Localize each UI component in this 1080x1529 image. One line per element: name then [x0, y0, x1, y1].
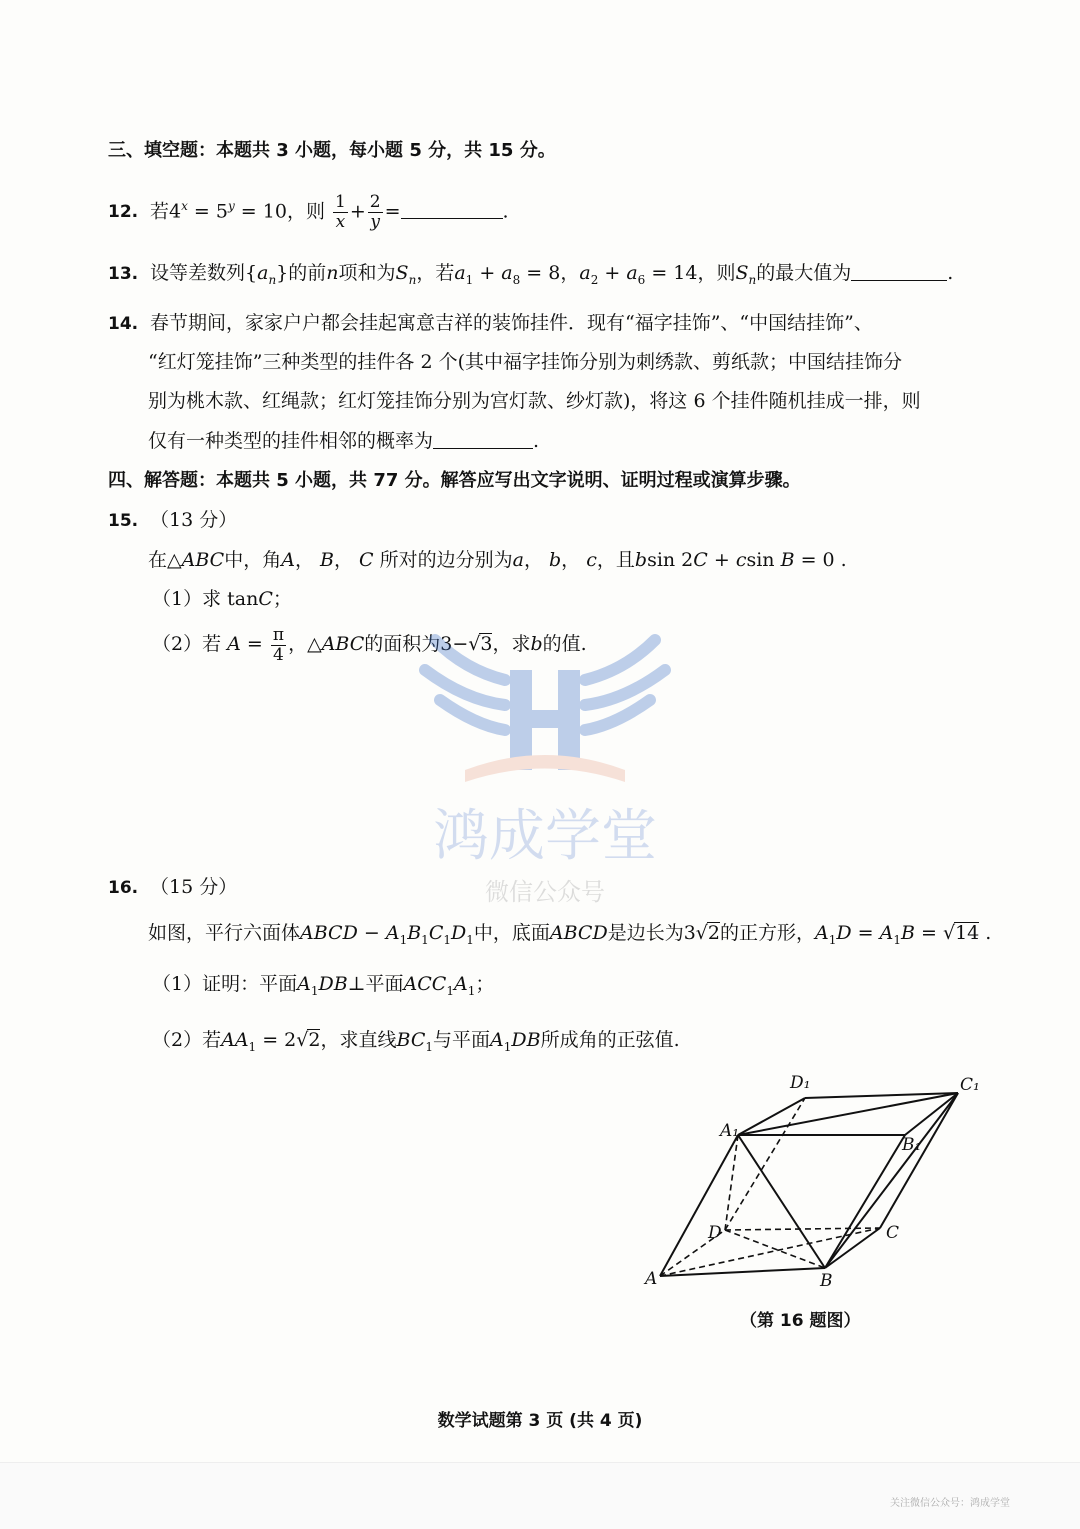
edge-DC — [725, 1228, 880, 1230]
watermark-logo — [395, 610, 695, 930]
label-C: C — [886, 1223, 900, 1243]
label-D: D — [708, 1223, 722, 1243]
question-15-part2: （2）若 A = $\frac{\pi}{4}$ ，△ABC的面积为3−√3，求b的值. — [152, 624, 587, 665]
q14-answer-blank — [433, 430, 533, 449]
page-footer: 数学试题第 3 页 (共 4 页) — [437, 1411, 643, 1431]
label-B1: B₁ — [902, 1135, 922, 1155]
label-D1: D₁ — [790, 1073, 811, 1093]
edge-AA1 — [660, 1135, 738, 1276]
edge-A1D — [725, 1135, 738, 1230]
edge-DD1 — [725, 1098, 805, 1230]
q13-answer-blank — [851, 262, 947, 281]
label-B: B — [820, 1271, 833, 1291]
edge-DB — [725, 1230, 825, 1268]
question-15-part1: （1）求 tanC； — [152, 588, 292, 610]
logo-h-bar — [510, 710, 580, 728]
question-16-header: 16. （15 分） — [108, 876, 238, 898]
edge-A1B — [738, 1135, 825, 1268]
question-14-line3: 别为桃木款、红绳款；红灯笼挂饰分别为宫灯款、纱灯款)，将这 6 个挂件随机挂成一排，则 — [148, 390, 921, 412]
q12-answer-blank — [401, 200, 503, 219]
label-A: A — [645, 1269, 658, 1289]
edge-A1C1 — [738, 1093, 958, 1135]
parallelepiped-figure — [640, 1068, 990, 1293]
section3-heading: 三、填空题：本题共 3 小题，每小题 5 分，共 15 分。 — [108, 140, 556, 161]
q12-number: 12. — [108, 202, 139, 223]
question-15-header: 15. （13 分） — [108, 509, 238, 531]
question-15-stem: 在△ABC中，角A， B， C 所对的边分别为a， b， c，且bsin 2C + csin B = 0 . — [148, 549, 847, 571]
edge-BC — [825, 1228, 880, 1268]
question-14-line1: 14. 春节期间，家家户户都会挂起寓意吉祥的装饰挂件．现有“福字挂饰”、“中国结挂饰”、 — [108, 312, 873, 334]
question-16-part1: （1）证明：平面$A_1DB\perp$平面$ACC_1A_1$； — [152, 973, 495, 998]
question-14-line2: “红灯笼挂饰”三种类型的挂件各 2 个(其中福字挂饰分别为刺绣款、剪纸款；中国结挂饰分 — [148, 351, 903, 373]
label-C1: C₁ — [960, 1075, 980, 1095]
edge-BB1 — [825, 1135, 905, 1268]
section4-heading: 四、解答题：本题共 5 小题，共 77 分。解答应写出文字说明、证明过程或演算步骤。 — [108, 470, 801, 491]
question-12: 12. 若$4^x = 5^y = 10$，则 $\frac{1}{x}$ + $\frac{2}{y}$ = . — [108, 180, 509, 238]
book-icon — [465, 755, 625, 782]
question-14-line4: 仅有一种类型的挂件相邻的概率为 . — [148, 430, 540, 452]
watermark-sub: 微信公众号 — [485, 878, 605, 906]
question-16-part2: （2）若$AA_1 = 2√2$，求直线$BC_1$与平面$A_1DB$所成角的正弦值. — [152, 1029, 680, 1054]
edge-CC1 — [880, 1093, 958, 1228]
footer-credit: 关注微信公众号：鸿成学堂 — [890, 1498, 1010, 1509]
watermark-name: 鸿成学堂 — [433, 804, 657, 869]
question-13: 13. 设等差数列$\{a_n\}$的前n项和为$S_n$，若$a_1 + a_8 = 8$，$a_2 + a_6 = 14$，则$S_n$的最大值为 . — [108, 262, 954, 287]
question-16-stem: 如图，平行六面体ABCD − $A_1B_1C_1D_1$中，底面ABCD是边长为3√2的正方形，$A_1D = A_1B = √14$ . — [148, 922, 992, 947]
figure-caption: （第 16 题图） — [740, 1311, 861, 1331]
label-A1: A₁ — [720, 1121, 740, 1141]
edge-AB — [660, 1268, 825, 1276]
